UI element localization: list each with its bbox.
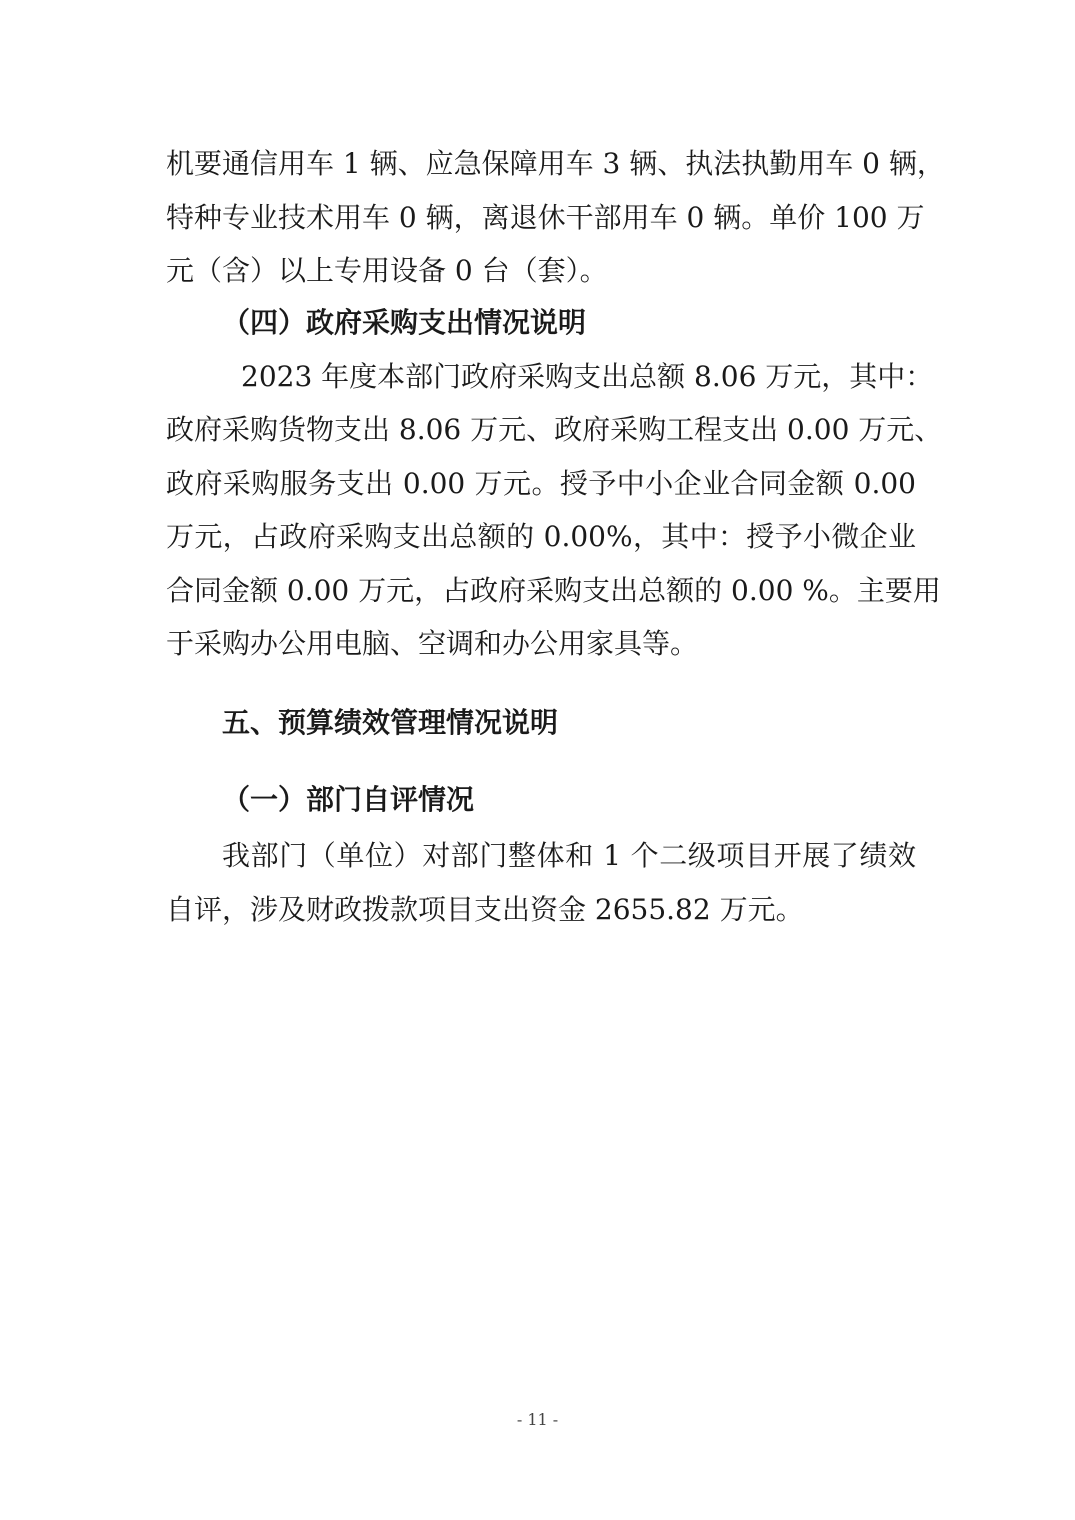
section-4-line-5: 合同金额 0.00 万元，占政府采购支出总额的 0.00 %。主要用 xyxy=(166,574,941,607)
chapter-5-line-1: 我部门（单位）对部门整体和 1 个二级项目开展了绩效 xyxy=(222,839,916,872)
section-4-line-4: 万元，占政府采购支出总额的 0.00%，其中：授予小微企业 xyxy=(166,520,916,553)
page-number: - 11 - xyxy=(516,1410,559,1429)
section-4-line-1: 2023 年度本部门政府采购支出总额 8.06 万元，其中： xyxy=(241,360,934,393)
paragraph-vehicles-line-1: 机要通信用车 1 辆、应急保障用车 3 辆、执法执勤用车 0 辆， xyxy=(166,147,945,180)
paragraph-vehicles-line-3: 元（含）以上专用设备 0 台（套）。 xyxy=(166,254,608,287)
section-4-heading: （四）政府采购支出情况说明 xyxy=(222,306,587,339)
chapter-5-line-2: 自评，涉及财政拨款项目支出资金 2655.82 万元。 xyxy=(166,893,804,926)
paragraph-vehicles-line-2: 特种专业技术用车 0 辆，离退休干部用车 0 辆。单价 100 万 xyxy=(166,201,925,234)
section-4-line-6: 于采购办公用电脑、空调和办公用家具等。 xyxy=(166,627,699,660)
section-4-line-2: 政府采购货物支出 8.06 万元、政府采购工程支出 0.00 万元、 xyxy=(166,413,943,446)
chapter-5-heading: 五、预算绩效管理情况说明 xyxy=(222,706,559,739)
section-4-line-3: 政府采购服务支出 0.00 万元。授予中小企业合同金额 0.00 xyxy=(166,467,916,500)
chapter-5-sub-heading: （一）部门自评情况 xyxy=(222,783,475,816)
